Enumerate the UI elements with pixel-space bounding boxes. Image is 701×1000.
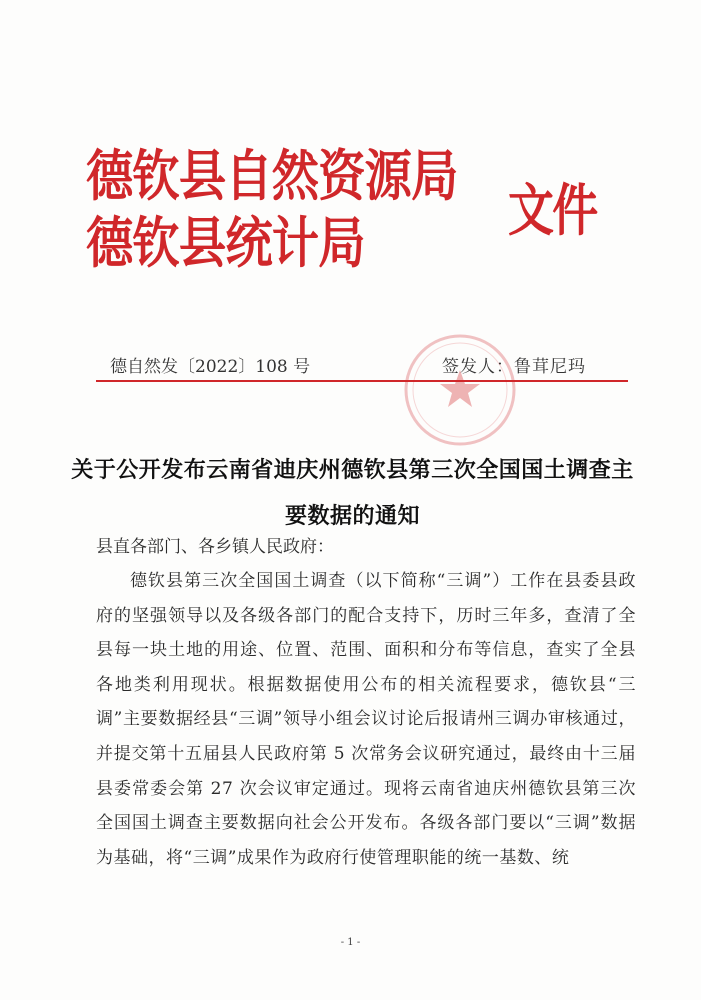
signer: 签发人：鲁茸尼玛	[442, 357, 586, 377]
document-word: 文件	[508, 178, 597, 244]
body-paragraph: 德钦县第三次全国国土调查（以下简称“三调”）工作在县委县政府的坚强领导以及各级各部门的配合支持下，历时三年多，查清了全县每一块土地的用途、位置、范围、面积和分布等信息，查实了全县各地类利用现状。根据数据使用公布的相关流程要求，德钦县“三调”主要数据经县“三调”领导小组会议讨论后报请州三调办审核通过，并提交第十五届县人民政府第 5 次常务会议研究通过，最终由十三届县委常委会第 27 次会议审定通过。现将云南省迪庆州德钦县第三次全国国土调查主要数据向社会公开发布。各级各部门要以“三调”数据为基础，将“三调”成果作为政府行使管理职能的统一基数、统	[96, 571, 636, 868]
page-number: - 1 -	[340, 937, 361, 948]
notice-title: 关于公开发布云南省迪庆州德钦县第三次全国国土调查主要数据的通知	[71, 457, 634, 529]
issuer-name-2: 德钦县统计局	[86, 210, 365, 275]
red-divider-line	[96, 380, 628, 382]
document-number: 德自然发〔2022〕108 号	[110, 357, 311, 377]
official-seal-icon	[400, 330, 520, 450]
salutation: 县直各部门、各乡镇人民政府：	[96, 537, 334, 557]
issuer-name-1: 德钦县自然资源局	[86, 143, 458, 208]
